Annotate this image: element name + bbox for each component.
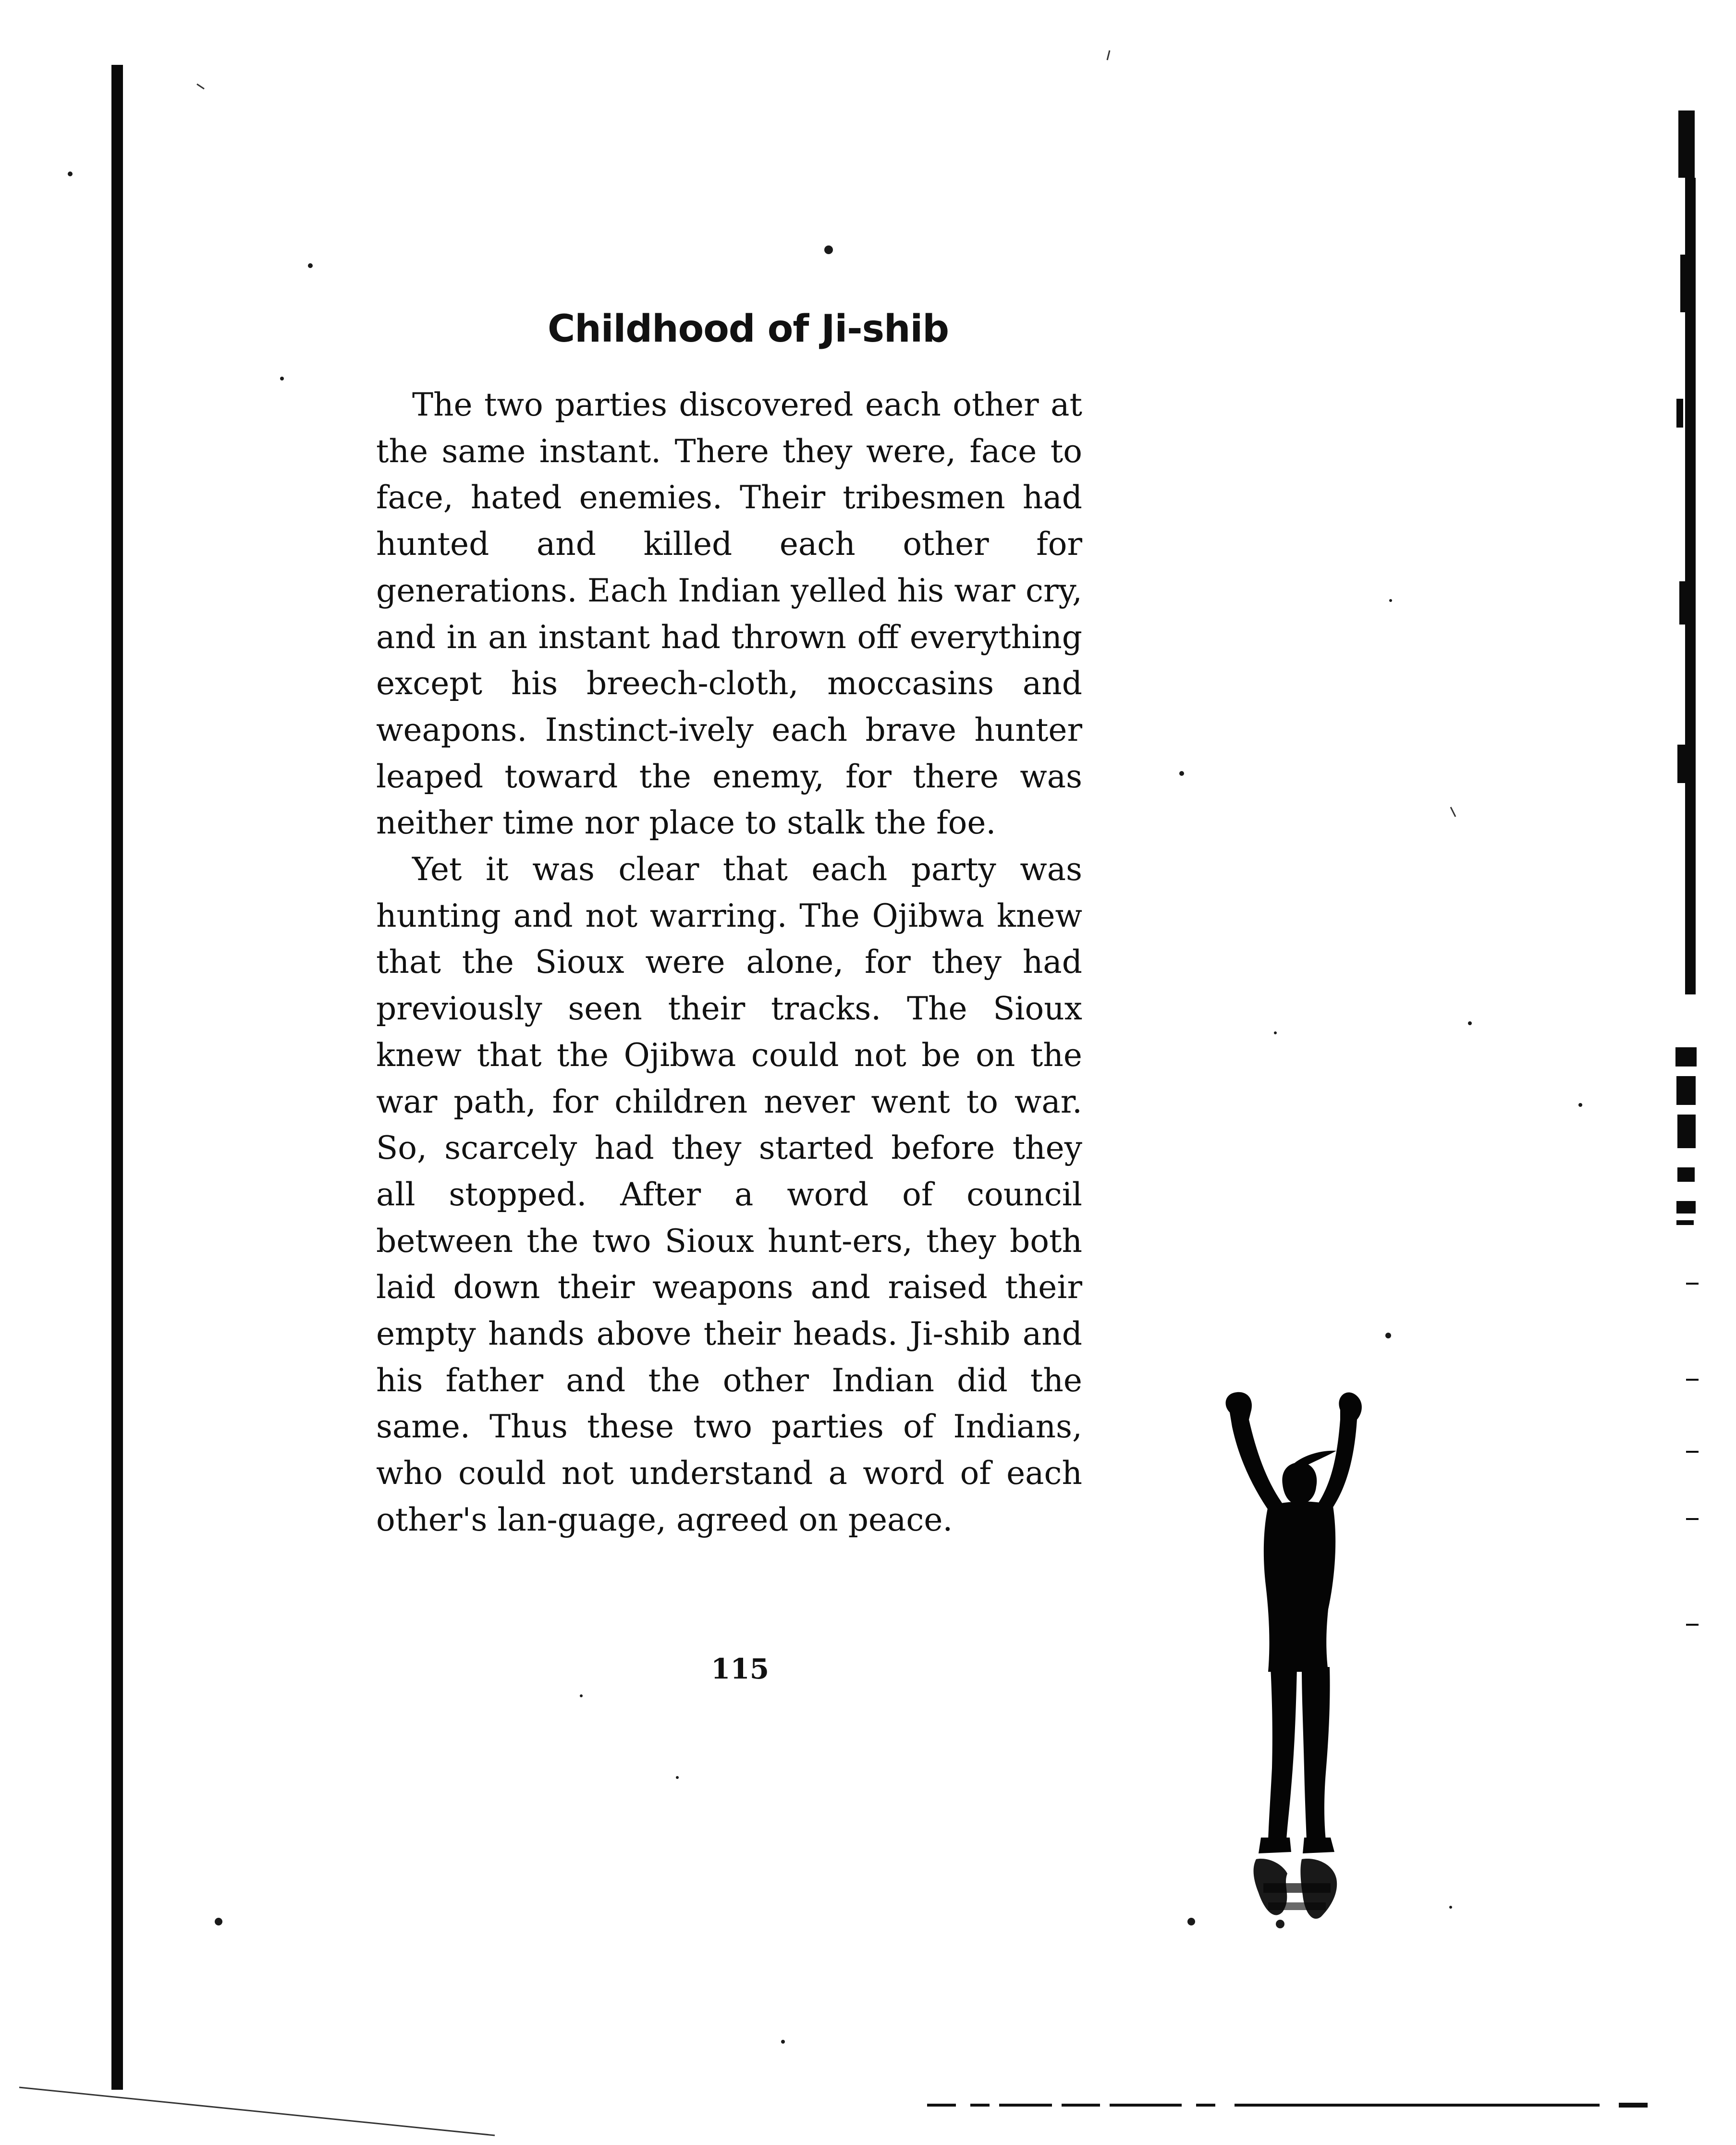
paragraph-1: The two parties discovered each other at the same instant. There they were, face to face, hated enemies. Their tribesmen had hunted and killed each other for generations. Each Indian yelled his war cry, and in an instant had thrown off everything except his breech-cloth, moccasins and weapons. Instinct-ively each brave hunter leaped toward the enemy, for there was neither time nor place to stalk the foe. [376,386,1082,842]
running-head: Childhood of Ji-shib [548,307,949,351]
page-number: 115 [711,1653,770,1685]
paragraph-2: Yet it was clear that each party was hunting and not warring. The Ojibwa knew that the Sioux were alone, for they had previously seen their tracks. The Sioux knew that the Ojibwa could not be on the war path, for children never went to war. So, scarcely had they started before they all stopped. After a word of council between the two Sioux hunt-ers, they both laid down their weapons and raised their empty hands above their heads. Ji-shib and his father and the other Indian did the same. Thus these two parties of Indians, who could not understand a word of each other's lan-guage, agreed on peace. [376,851,1082,1538]
